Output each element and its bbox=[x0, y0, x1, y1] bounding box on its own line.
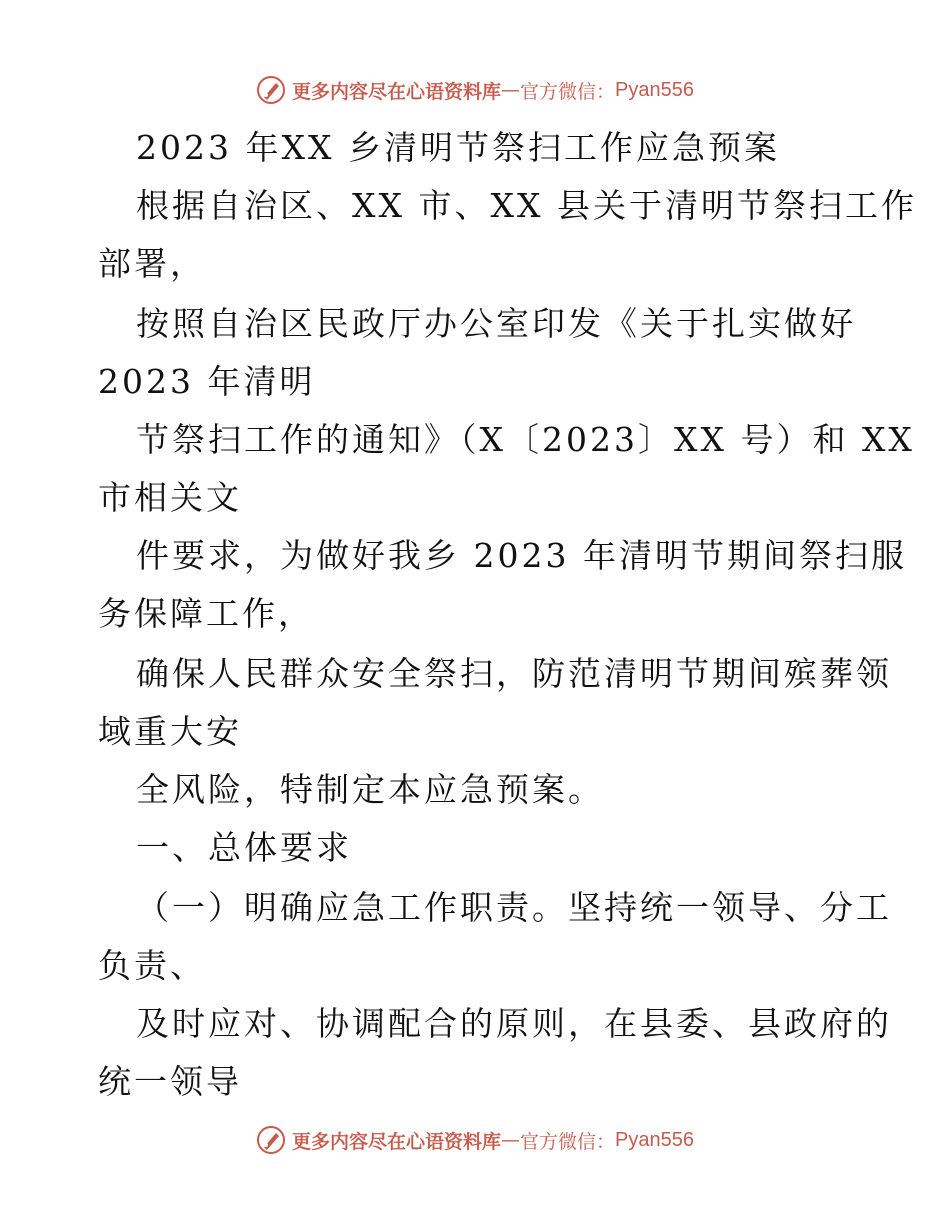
text-line: 域重大安 bbox=[98, 712, 242, 751]
text-line: 务保障工作， bbox=[98, 594, 314, 633]
text-line: 根据自治区、XX 市、XX 县关于清明节祭扫工作 bbox=[136, 186, 917, 225]
text-line: 按照自治区民政厅办公室印发《关于扎实做好 bbox=[136, 304, 856, 343]
watermark-brand: 更多内容尽在心语资料库 bbox=[292, 80, 502, 103]
text-line: 件要求，为做好我乡 2023 年清明节期间祭扫服 bbox=[136, 536, 907, 575]
watermark-brand: 更多内容尽在心语资料库 bbox=[292, 1130, 502, 1153]
watermark-label: 官方微信： bbox=[520, 1130, 616, 1153]
watermark-label: 官方微信： bbox=[520, 80, 616, 103]
watermark-dash: — bbox=[501, 79, 521, 101]
section-heading: 一、总体要求 bbox=[136, 828, 352, 867]
pen-nib-circle-icon bbox=[256, 75, 286, 105]
text-line: 2023 年清明 bbox=[98, 362, 316, 401]
text-line: 部署， bbox=[98, 244, 206, 283]
pen-nib-circle-icon bbox=[256, 1125, 286, 1155]
footer-watermark bbox=[0, 1120, 950, 1160]
watermark-account: Pyan556 bbox=[615, 78, 694, 101]
document-title: 2023 年XX 乡清明节祭扫工作应急预案 bbox=[136, 128, 780, 167]
text-line: 统一领导 bbox=[98, 1062, 242, 1101]
text-line: 确保人民群众安全祭扫，防范清明节期间殡葬领 bbox=[136, 654, 892, 693]
watermark-dash: — bbox=[501, 1129, 521, 1151]
text-line: 及时应对、协调配合的原则，在县委、县政府的 bbox=[136, 1004, 892, 1043]
text-line: 全风险，特制定本应急预案。 bbox=[136, 770, 604, 809]
header-watermark bbox=[0, 70, 950, 110]
watermark-account: Pyan556 bbox=[615, 1128, 694, 1151]
text-line: 负责、 bbox=[98, 946, 206, 985]
text-line: 市相关文 bbox=[98, 478, 242, 517]
text-line: 节祭扫工作的通知》（X〔2023〕XX 号）和 XX bbox=[136, 420, 915, 459]
text-line: （一）明确应急工作职责。坚持统一领导、分工 bbox=[136, 888, 892, 927]
